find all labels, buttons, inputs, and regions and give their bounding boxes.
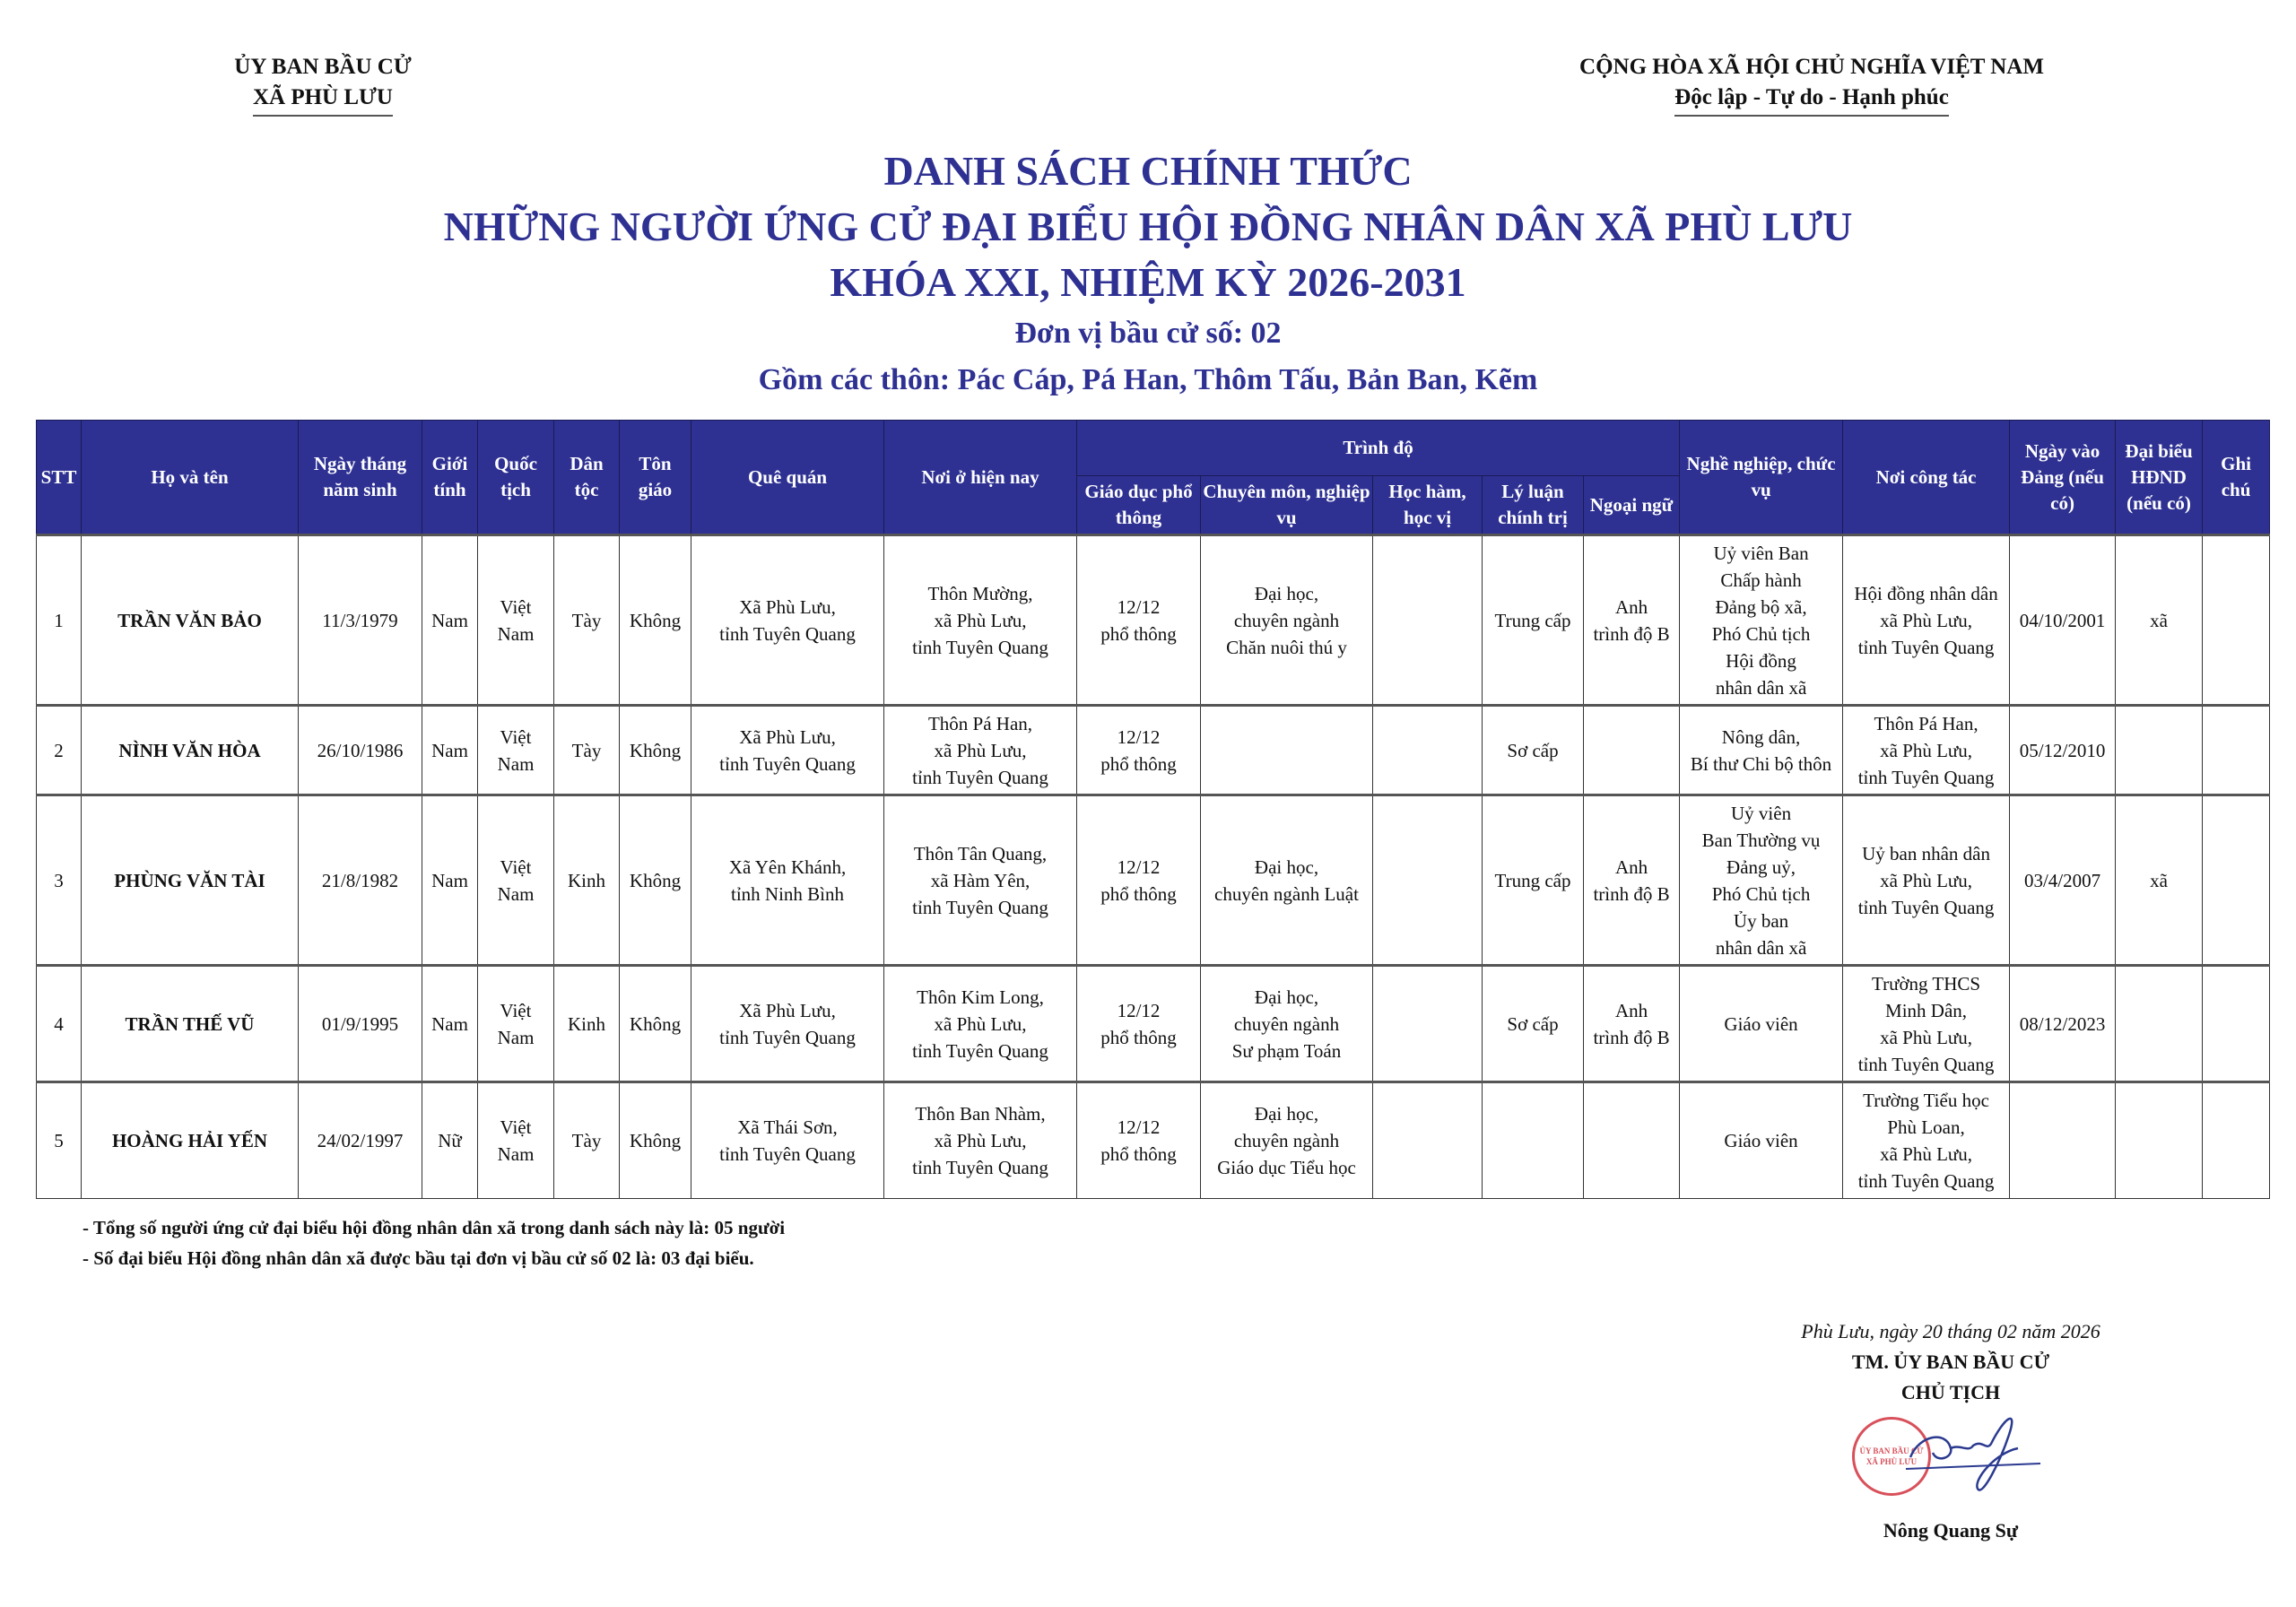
- issuing-authority: [170, 52, 475, 117]
- col-name: Họ và tên: [82, 421, 299, 535]
- cell-note: [2203, 535, 2270, 706]
- col-language: Ngoại ngữ: [1584, 476, 1680, 535]
- cell-religion: Không: [620, 795, 691, 966]
- col-general-edu: Giáo dục phổ thông: [1077, 476, 1201, 535]
- cell-language: [1584, 706, 1680, 795]
- cell-name: PHÙNG VĂN TÀI: [82, 795, 299, 966]
- cell-specialty: Đại học, chuyên ngành Chăn nuôi thú y: [1201, 535, 1373, 706]
- cell-political: Sơ cấp: [1483, 706, 1584, 795]
- cell-ethnicity: Tày: [554, 535, 620, 706]
- cell-hometown: Xã Phù Lưu, tỉnh Tuyên Quang: [691, 706, 884, 795]
- table-row: [37, 706, 2270, 795]
- cell-political: Sơ cấp: [1483, 966, 1584, 1082]
- cell-degree: [1373, 706, 1483, 795]
- cell-gender: Nam: [422, 706, 478, 795]
- cell-degree: [1373, 535, 1483, 706]
- col-party-date: Ngày vào Đảng (nếu có): [2010, 421, 2116, 535]
- col-group-education: Trình độ: [1077, 421, 1680, 476]
- title-line1: DANH SÁCH CHÍNH THỨC: [883, 148, 1413, 194]
- authority-line2: XÃ PHÙ LƯU: [253, 83, 393, 117]
- summary-notes: [83, 1212, 785, 1273]
- cell-specialty: Đại học, chuyên ngành Luật: [1201, 795, 1373, 966]
- col-religion: Tôn giáo: [620, 421, 691, 535]
- title-line2: NHỮNG NGƯỜI ỨNG CỬ ĐẠI BIỂU HỘI ĐỒNG NHÂN DÂN XÃ PHÙ LƯU: [443, 204, 1853, 249]
- col-specialty: Chuyên môn, nghiệp vụ: [1201, 476, 1373, 535]
- national-motto: [1525, 52, 2099, 117]
- cell-gender: Nam: [422, 966, 478, 1082]
- cell-language: Anh trình độ B: [1584, 966, 1680, 1082]
- cell-nationality: Việt Nam: [478, 966, 554, 1082]
- cell-nationality: Việt Nam: [478, 706, 554, 795]
- cell-workplace: Uỷ ban nhân dân xã Phù Lưu, tỉnh Tuyên Quang: [1843, 795, 2010, 966]
- table-row: [37, 1082, 2270, 1199]
- cell-nationality: Việt Nam: [478, 535, 554, 706]
- cell-nationality: Việt Nam: [478, 795, 554, 966]
- col-stt: STT: [37, 421, 82, 535]
- cell-occupation: Uỷ viên Ban Thường vụ Đảng uỷ, Phó Chủ tịch Ủy ban nhân dân xã: [1680, 795, 1843, 966]
- cell-general-edu: 12/12 phổ thông: [1077, 535, 1201, 706]
- cell-name: TRẦN THẾ VŨ: [82, 966, 299, 1082]
- table-row: [37, 795, 2270, 966]
- col-nationality: Quốc tịch: [478, 421, 554, 535]
- cell-religion: Không: [620, 706, 691, 795]
- table-row: [37, 966, 2270, 1082]
- cell-degree: [1373, 795, 1483, 966]
- cell-language: Anh trình độ B: [1584, 795, 1680, 966]
- cell-dob: 24/02/1997: [299, 1082, 422, 1199]
- cell-ethnicity: Kinh: [554, 966, 620, 1082]
- cell-gender: Nam: [422, 795, 478, 966]
- cell-general-edu: 12/12 phổ thông: [1077, 966, 1201, 1082]
- cell-stt: 2: [37, 706, 82, 795]
- cell-stt: 4: [37, 966, 82, 1082]
- cell-gender: Nam: [422, 535, 478, 706]
- cell-hometown: Xã Thái Sơn, tỉnh Tuyên Quang: [691, 1082, 884, 1199]
- cell-political: [1483, 1082, 1584, 1199]
- col-residence: Nơi ở hiện nay: [884, 421, 1077, 535]
- cell-stt: 1: [37, 535, 82, 706]
- cell-ethnicity: Kinh: [554, 795, 620, 966]
- cell-note: [2203, 966, 2270, 1082]
- cell-workplace: Trường Tiểu học Phù Loan, xã Phù Lưu, tỉnh Tuyên Quang: [1843, 1082, 2010, 1199]
- cell-political: Trung cấp: [1483, 535, 1584, 706]
- cell-residence: Thôn Ban Nhàm, xã Phù Lưu, tỉnh Tuyên Quang: [884, 1082, 1077, 1199]
- cell-residence: Thôn Pá Han, xã Phù Lưu, tỉnh Tuyên Quang: [884, 706, 1077, 795]
- motto: Độc lập - Tự do - Hạnh phúc: [1674, 83, 1949, 117]
- cell-religion: Không: [620, 535, 691, 706]
- col-delegate: Đại biểu HĐND (nếu có): [2116, 421, 2203, 535]
- cell-name: NÌNH VĂN HÒA: [82, 706, 299, 795]
- cell-language: [1584, 1082, 1680, 1199]
- cell-residence: Thôn Kim Long, xã Phù Lưu, tỉnh Tuyên Quang: [884, 966, 1077, 1082]
- cell-party-date: [2010, 1082, 2116, 1199]
- cell-workplace: Thôn Pá Han, xã Phù Lưu, tỉnh Tuyên Quang: [1843, 706, 2010, 795]
- villages-list: Gồm các thôn: Pác Cáp, Pá Han, Thôm Tấu, Bản Ban, Kẽm: [758, 363, 1538, 396]
- cell-party-date: 05/12/2010: [2010, 706, 2116, 795]
- cell-name: TRẦN VĂN BẢO: [82, 535, 299, 706]
- cell-delegate: xã: [2116, 535, 2203, 706]
- cell-specialty: [1201, 706, 1373, 795]
- cell-general-edu: 12/12 phổ thông: [1077, 1082, 1201, 1199]
- col-gender: Giới tính: [422, 421, 478, 535]
- cell-name: HOÀNG HẢI YẾN: [82, 1082, 299, 1199]
- cell-specialty: Đại học, chuyên ngành Giáo dục Tiểu học: [1201, 1082, 1373, 1199]
- cell-religion: Không: [620, 1082, 691, 1199]
- table-row: [37, 535, 2270, 706]
- cell-specialty: Đại học, chuyên ngành Sư phạm Toán: [1201, 966, 1373, 1082]
- cell-general-edu: 12/12 phổ thông: [1077, 706, 1201, 795]
- cell-dob: 21/8/1982: [299, 795, 422, 966]
- cell-nationality: Việt Nam: [478, 1082, 554, 1199]
- note-seats: - Số đại biểu Hội đồng nhân dân xã được bầu tại đơn vị bầu cử số 02 là: 03 đại biểu.: [83, 1247, 754, 1269]
- cell-residence: Thôn Mường, xã Phù Lưu, tỉnh Tuyên Quang: [884, 535, 1077, 706]
- electoral-unit: Đơn vị bầu cử số: 02: [1014, 317, 1282, 350]
- col-political: Lý luận chính trị: [1483, 476, 1584, 535]
- col-degree: Học hàm, học vị: [1373, 476, 1483, 535]
- cell-occupation: Giáo viên: [1680, 1082, 1843, 1199]
- cell-party-date: 03/4/2007: [2010, 795, 2116, 966]
- sign-org: TM. ỦY BAN BẦU CỬ: [1851, 1351, 2050, 1373]
- candidate-table: [36, 420, 2270, 1199]
- cell-stt: 5: [37, 1082, 82, 1199]
- cell-delegate: xã: [2116, 795, 2203, 966]
- col-note: Ghi chú: [2203, 421, 2270, 535]
- handwritten-signature-icon: [1883, 1408, 2045, 1507]
- cell-degree: [1373, 966, 1483, 1082]
- cell-residence: Thôn Tân Quang, xã Hàm Yên, tỉnh Tuyên Quang: [884, 795, 1077, 966]
- col-hometown: Quê quán: [691, 421, 884, 535]
- cell-occupation: Nông dân, Bí thư Chi bộ thôn: [1680, 706, 1843, 795]
- cell-party-date: 04/10/2001: [2010, 535, 2116, 706]
- cell-stt: 3: [37, 795, 82, 966]
- cell-party-date: 08/12/2023: [2010, 966, 2116, 1082]
- cell-delegate: [2116, 1082, 2203, 1199]
- cell-dob: 11/3/1979: [299, 535, 422, 706]
- signature-block: [1749, 1316, 2152, 1546]
- cell-workplace: Trường THCS Minh Dân, xã Phù Lưu, tỉnh Tuyên Quang: [1843, 966, 2010, 1082]
- cell-language: Anh trình độ B: [1584, 535, 1680, 706]
- cell-note: [2203, 795, 2270, 966]
- cell-religion: Không: [620, 966, 691, 1082]
- cell-delegate: [2116, 966, 2203, 1082]
- cell-delegate: [2116, 706, 2203, 795]
- cell-hometown: Xã Yên Khánh, tỉnh Ninh Bình: [691, 795, 884, 966]
- cell-note: [2203, 1082, 2270, 1199]
- col-ethnicity: Dân tộc: [554, 421, 620, 535]
- col-workplace: Nơi công tác: [1843, 421, 2010, 535]
- cell-general-edu: 12/12 phổ thông: [1077, 795, 1201, 966]
- signer-name: Nông Quang Sự: [1883, 1519, 2019, 1542]
- cell-occupation: Uỷ viên Ban Chấp hành Đảng bộ xã, Phó Chủ tịch Hội đồng nhân dân xã: [1680, 535, 1843, 706]
- cell-hometown: Xã Phù Lưu, tỉnh Tuyên Quang: [691, 535, 884, 706]
- authority-line1: ỦY BAN BẦU CỬ: [234, 55, 412, 79]
- cell-dob: 01/9/1995: [299, 966, 422, 1082]
- cell-hometown: Xã Phù Lưu, tỉnh Tuyên Quang: [691, 966, 884, 1082]
- official-stamp-icon: ỦY BAN BẦU CỬ XÃ PHÙ LƯU: [1852, 1417, 1931, 1496]
- cell-degree: [1373, 1082, 1483, 1199]
- cell-dob: 26/10/1986: [299, 706, 422, 795]
- cell-political: Trung cấp: [1483, 795, 1584, 966]
- note-total-candidates: - Tổng số người ứng cử đại biểu hội đồng nhân dân xã trong danh sách này là: 05 người: [83, 1217, 786, 1238]
- document-title: [0, 143, 2296, 404]
- cell-workplace: Hội đồng nhân dân xã Phù Lưu, tỉnh Tuyên Quang: [1843, 535, 2010, 706]
- cell-occupation: Giáo viên: [1680, 966, 1843, 1082]
- cell-ethnicity: Tày: [554, 706, 620, 795]
- cell-note: [2203, 706, 2270, 795]
- cell-gender: Nữ: [422, 1082, 478, 1199]
- cell-ethnicity: Tày: [554, 1082, 620, 1199]
- col-occupation: Nghề nghiệp, chức vụ: [1680, 421, 1843, 535]
- country-name: CỘNG HÒA XÃ HỘI CHỦ NGHĨA VIỆT NAM: [1579, 55, 2044, 79]
- col-dob: Ngày tháng năm sinh: [299, 421, 422, 535]
- sign-role: CHỦ TỊCH: [1900, 1381, 2001, 1403]
- sign-date: Phù Lưu, ngày 20 tháng 02 năm 2026: [1801, 1320, 2100, 1342]
- title-line3: KHÓA XXI, NHIỆM KỲ 2026-2031: [830, 259, 1466, 305]
